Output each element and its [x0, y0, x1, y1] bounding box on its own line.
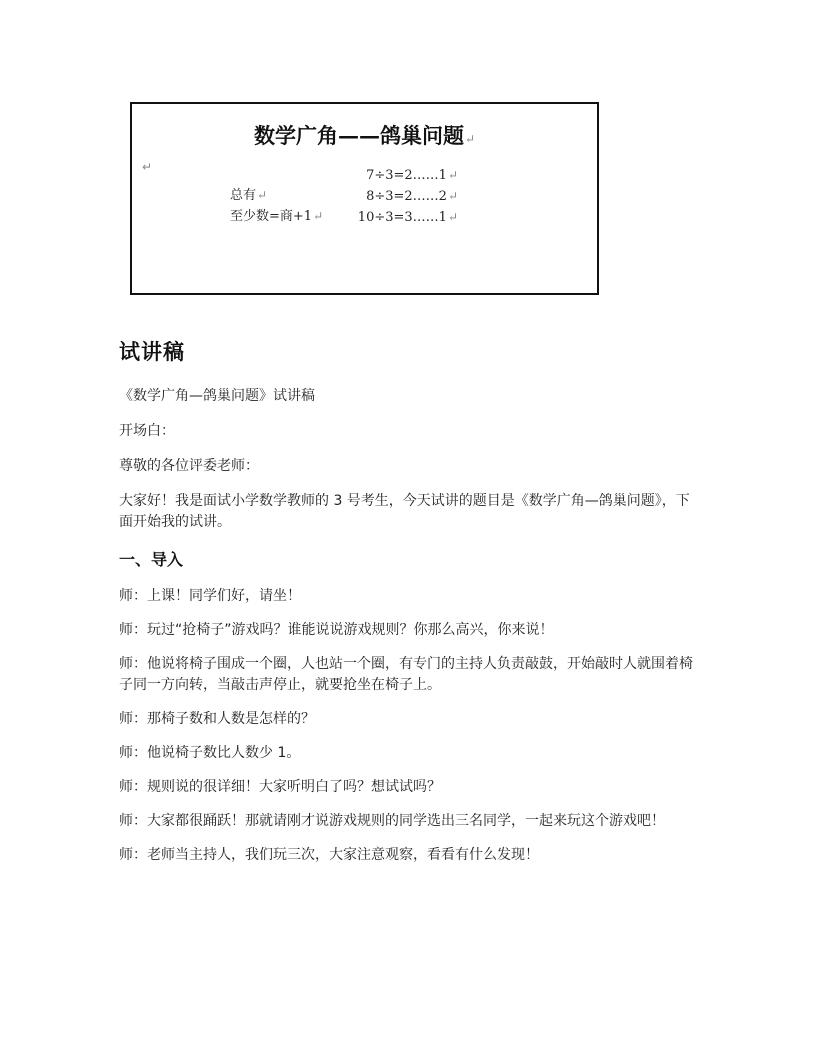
doc-paragraph: 师：上课！同学们好，请坐！: [119, 588, 301, 604]
paragraph-mark-icon: ↵: [464, 132, 476, 146]
doc-paragraph: 尊敬的各位评委老师：: [119, 458, 259, 474]
doc-paragraph: 师：他说将椅子围成一个圈，人也站一个圈，有专门的主持人负责敲鼓，开始敲时人就围着椅子同一方向转，当敲击声停止，就要抢坐在椅子上。: [119, 656, 693, 693]
board-title-text: 数学广角——鸽巢问题: [253, 123, 464, 148]
doc-paragraph: 开场白：: [119, 423, 175, 439]
document-body: [119, 336, 699, 879]
paragraph-mark-icon: ↵: [142, 160, 153, 174]
doc-paragraph: 师：大家都很踊跃！那就请刚才说游戏规则的同学选出三名同学，一起来玩这个游戏吧！: [119, 813, 665, 829]
paragraph-mark-icon: ↵: [447, 189, 458, 203]
board-title: [132, 120, 597, 150]
doc-paragraph: 大家好！我是面试小学数学教师的 3 号考生，今天试讲的题目是《数学广角—鸽巢问题》，下面开始我的试讲。: [119, 493, 690, 530]
blackboard-design-box: [130, 102, 599, 295]
doc-paragraph: 《数学广角—鸽巢问题》试讲稿: [119, 388, 315, 404]
doc-paragraph: 师：玩过“抢椅子”游戏吗？谁能说说游戏规则？你那么高兴，你来说！: [119, 622, 554, 638]
equation-item: 7÷3=2……1↵: [366, 168, 458, 183]
doc-paragraph: 师：规则说的很详细！大家听明白了吗？想试试吗？: [119, 779, 441, 795]
section-heading: 一、导入: [119, 550, 184, 569]
formula-total: 总有↵: [230, 188, 268, 203]
doc-paragraph: 师：他说椅子数比人数少 1。: [119, 745, 301, 761]
paragraph-mark-icon: ↵: [257, 188, 268, 202]
doc-paragraph: 师：那椅子数和人数是怎样的？: [119, 711, 315, 727]
paragraph-mark-icon: ↵: [313, 209, 324, 223]
paragraph-mark-icon: ↵: [447, 168, 458, 182]
page-title: 试讲稿: [119, 340, 185, 364]
formula-rule: 至少数=商+1↵: [230, 209, 324, 224]
equation-list: [354, 165, 458, 228]
paragraph-mark-icon: ↵: [447, 210, 458, 224]
doc-paragraph: 师：老师当主持人，我们玩三次，大家注意观察，看看有什么发现！: [119, 847, 539, 863]
equation-item: 8÷3=2……2↵: [366, 189, 458, 204]
equation-item: 10÷3=3……1↵: [357, 210, 458, 225]
